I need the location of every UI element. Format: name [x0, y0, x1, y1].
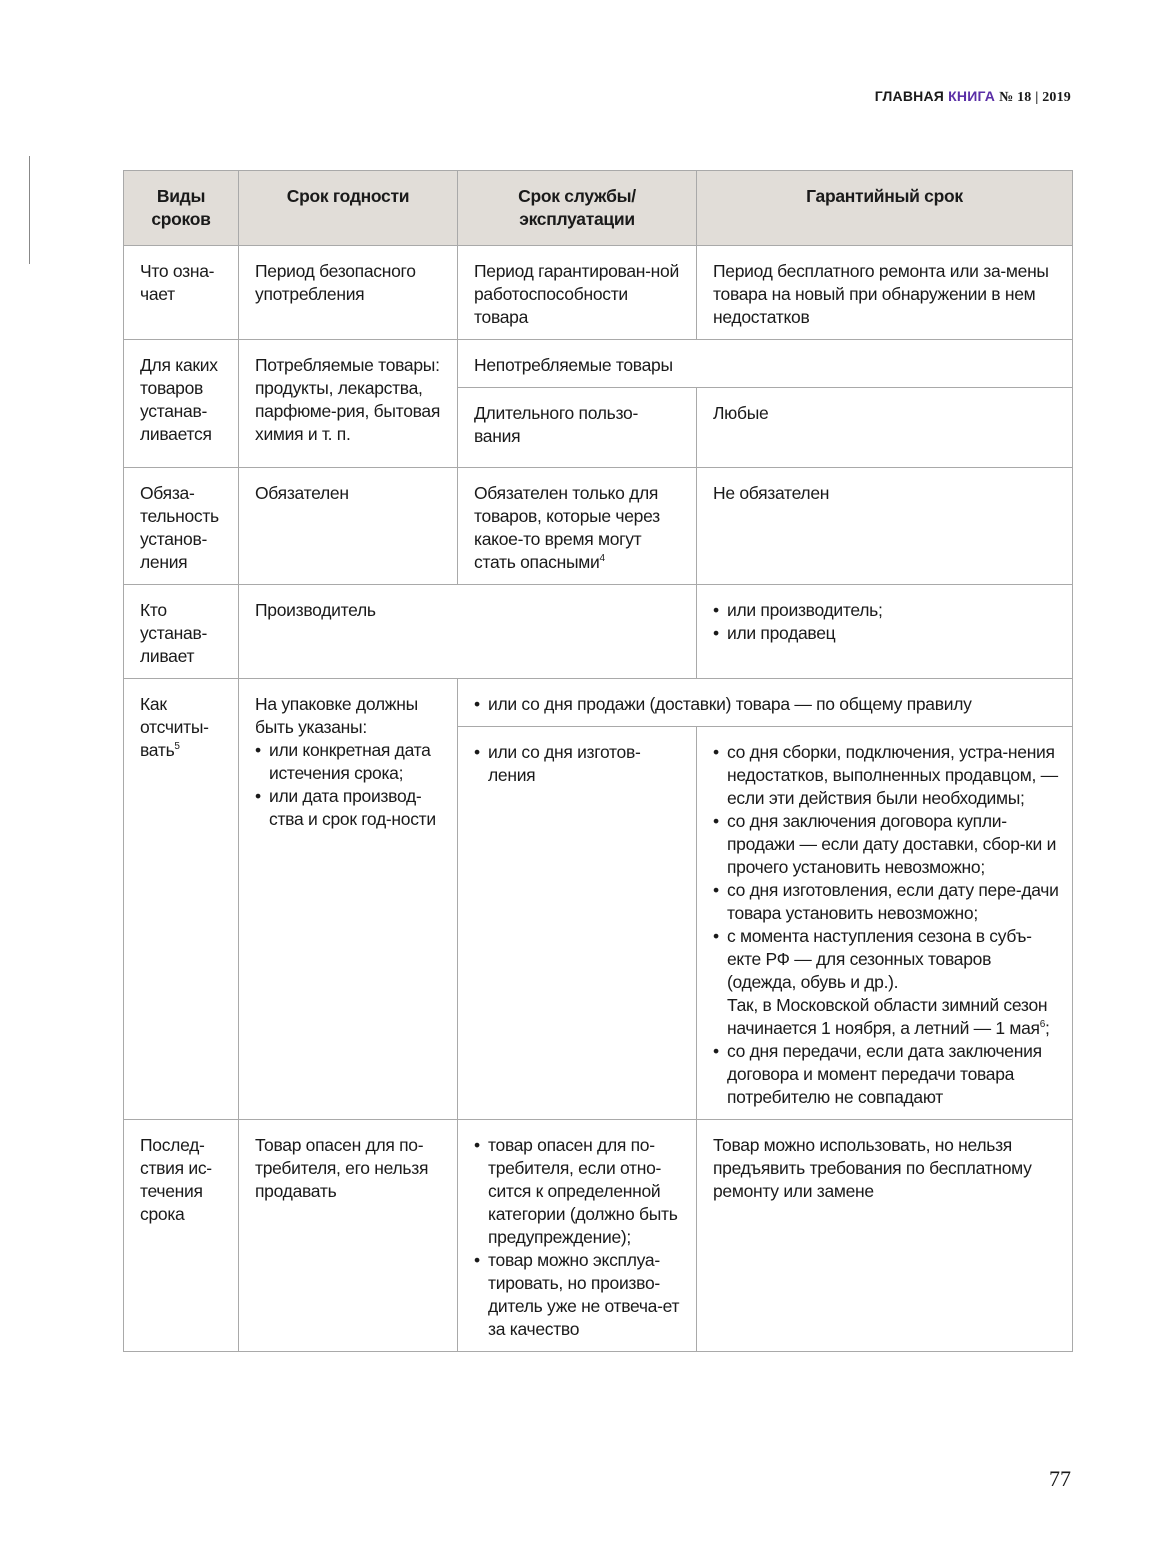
table-cell [458, 468, 697, 585]
table-cell: Не обязателен [697, 468, 1073, 585]
brand-main: ГЛАВНАЯ [874, 88, 945, 104]
cell-intro: На упаковке должны быть указаны: [255, 694, 418, 737]
table-row [124, 679, 1073, 727]
table-row [124, 340, 1073, 388]
row-label: Обяза-тельность установ-ления [124, 468, 239, 585]
table-cell [458, 1120, 697, 1352]
list-item: • или дата производ-ства и срок год-ности [255, 785, 445, 831]
row-label [124, 679, 239, 1120]
bullet-list [713, 599, 1060, 645]
row-label: Для каких товаров устанав-ливается [124, 340, 239, 468]
table-cell: Товар опасен для по-требителя, его нельзя продавать [239, 1120, 458, 1352]
table-cell-merged [458, 679, 1073, 727]
list-item: • товар можно эксплуа-тировать, но произво-дитель уже не отвеча-ет за качество [474, 1249, 684, 1341]
bullet-list [474, 1134, 684, 1341]
table-row [124, 585, 1073, 679]
column-header-warranty: Гарантийный срок [697, 171, 1073, 246]
table-cell [697, 727, 1073, 1120]
table-row [124, 246, 1073, 340]
table-cell: Период гарантирован-ной работоспособности товара [458, 246, 697, 340]
cell-text: Как отсчиты-вать [140, 694, 209, 760]
list-item: • или продавец [713, 622, 1060, 645]
table-cell-merged: Производитель [239, 585, 697, 679]
list-item: • или конкретная дата истечения срока; [255, 739, 445, 785]
table-cell: Длительного пользо-вания [458, 388, 697, 468]
list-item [713, 925, 1060, 1040]
list-item: • или производитель; [713, 599, 1060, 622]
table-cell: Потребляемые товары: продукты, лекарства, парфюме-рия, бытовая химия и т. п. [239, 340, 458, 468]
issue-number: № 18 | 2019 [999, 90, 1071, 105]
list-item: • со дня сборки, подключения, устра-нения недостатков, выполненных продавцом, — если эти действия были необходимы; [713, 741, 1060, 810]
table-cell: Период безопасного употребления [239, 246, 458, 340]
table-cell: Любые [697, 388, 1073, 468]
page-number: 77 [1049, 1466, 1071, 1491]
brand-accent: КНИГА [948, 88, 996, 104]
cell-text: Обязателен только для товаров, которые через какое-то время могут стать опасными [474, 483, 660, 572]
column-header-shelf-life: Срок годности [239, 171, 458, 246]
table-cell-merged: Непотребляемые товары [458, 340, 1073, 388]
footnote-marker: 4 [599, 553, 605, 564]
season-note: Так, в Московской области зимний сезон начинается 1 ноября, а летний — 1 мая [727, 995, 1048, 1038]
list-item: • или со дня изготов-ления [474, 741, 684, 787]
table-row [124, 468, 1073, 585]
table-cell: Товар можно использовать, но нельзя предъявить требования по бесплатному ремонту или замене [697, 1120, 1073, 1352]
list-item: • со дня передачи, если дата заключения договора и момент передачи товара потребителю не совпадают [713, 1040, 1060, 1109]
row-label: Послед-ствия ис-течения срока [124, 1120, 239, 1352]
punctuation: ; [1045, 1018, 1050, 1038]
bullet-list [713, 741, 1060, 1109]
list-item: • или со дня продажи (доставки) товара — по общему правилу [474, 693, 1060, 716]
table-cell [697, 585, 1073, 679]
column-header-term-types: Виды сроков [124, 171, 239, 246]
table-cell: Период бесплатного ремонта или за-мены товара на новый при обнаружении в нем недостатков [697, 246, 1073, 340]
bullet-list [255, 739, 445, 831]
footnote-marker: 5 [174, 741, 180, 752]
table-row [124, 1120, 1073, 1352]
table-header-row [124, 171, 1073, 246]
table-cell [458, 727, 697, 1120]
row-label: Что озна-чает [124, 246, 239, 340]
list-item-text: с момента наступления сезона в субъ-екте РФ — для сезонных товаров (одежда, обувь и др.). [727, 926, 1032, 992]
list-item: • товар опасен для по-требителя, если отно-сится к определенной категории (должно быть предупреждение); [474, 1134, 684, 1249]
running-header [875, 88, 1071, 106]
table-cell [239, 679, 458, 1120]
list-item: • со дня изготовления, если дату пере-дачи товара установить невозможно; [713, 879, 1060, 925]
table-cell: Обязателен [239, 468, 458, 585]
row-label: Кто устанав-ливает [124, 585, 239, 679]
margin-rule [29, 156, 30, 264]
list-item: • со дня заключения договора купли-продажи — если дату доставки, сбор-ки и прочего установить невозможно; [713, 810, 1060, 879]
terms-comparison-table [123, 170, 1073, 1352]
column-header-service-life: Срок службы/ эксплуатации [458, 171, 697, 246]
bullet-list [474, 741, 684, 787]
footnote-marker: 6 [1039, 1019, 1046, 1030]
bullet-list [474, 693, 1060, 716]
